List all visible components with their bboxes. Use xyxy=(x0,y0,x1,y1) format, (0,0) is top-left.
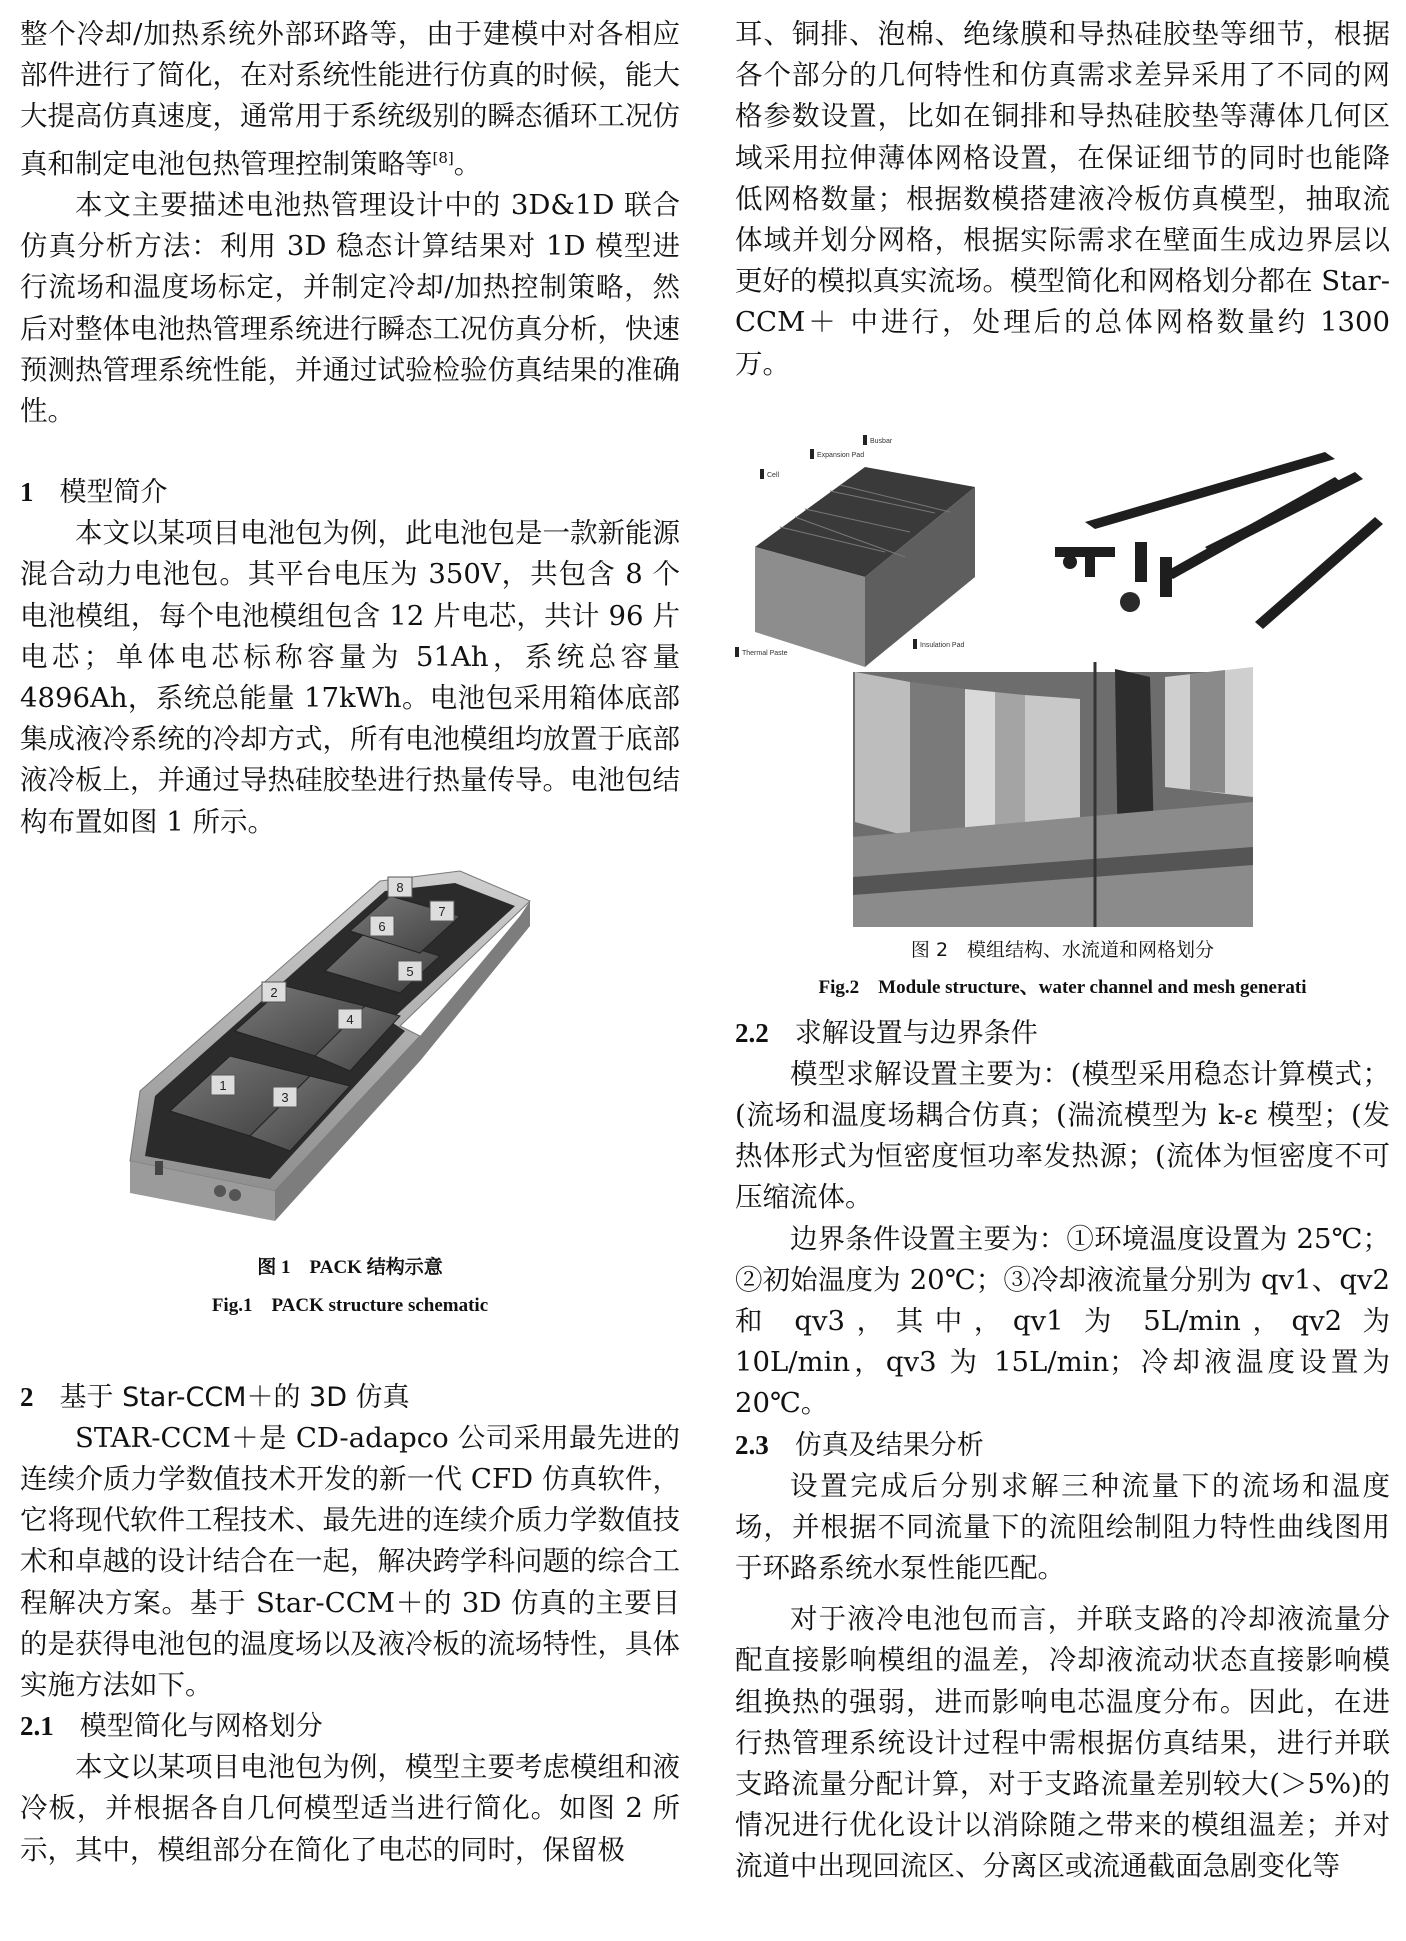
paragraph-4: STAR-CCM＋是 CD-adapco 公司采用最先进的连续介质力学数值技术开发的新一代 CFD 仿真软件，它将现代软件工程技术、最先进的连续介质力学数值技术和卓越的设计结合在一起，解决跨学科问题的综合工程解决方案。基于 Star-CCM＋的 3D 仿真的主要目的是获得电池包的温度场以及液冷板的流场特性，具体实施方法如下。 xyxy=(20,1421,680,1702)
figure-2 xyxy=(735,407,1390,1007)
paragraph-8: 边界条件设置主要为：①环境温度设置为 25℃；②初始温度为 20℃；③冷却液流量分别为 qv1、qv2 和 qv3，其中，qv1 为 5L/min，qv2 为 10L/min，qv3 为 15L/min；冷却液温度设置为 20℃。 xyxy=(735,1222,1390,1420)
section-2-3-heading: 2.3 仿真及结果分析 xyxy=(735,1429,984,1461)
paragraph-9: 设置完成后分别求解三种流量下的流场和温度场，并根据不同流量下的流阻绘制阻力特性曲线图用于环路系统水泵性能匹配。 xyxy=(735,1469,1390,1585)
section-2-heading: 2 基于 Star-CCM＋的 3D 仿真 xyxy=(20,1381,410,1413)
busbar-label: Busbar xyxy=(870,437,893,445)
module-label-1: 1 xyxy=(219,1077,227,1093)
paragraph-6: 耳、铜排、泡棉、绝缘膜和导热硅胶垫等细节，根据各个部分的几何特性和仿真需求差异采用了不同的网格参数设置，比如在铜排和导热硅胶垫等薄体几何区域采用拉伸薄体网格设置，在保证细节的同时也能降低网格数量；根据数模搭建液冷板仿真模型，抽取流体域并划分网格，根据实际需求在壁面生成边界层以更好的模拟真实流场。模型简化和网格划分都在 Star-CCM＋ 中进行，处理后的总体网格数量约 1300 万。 xyxy=(735,18,1390,380)
left-column xyxy=(20,14,680,1871)
module-label-8: 8 xyxy=(396,879,404,895)
paragraph-3: 本文以某项目电池包为例，此电池包是一款新能源混合动力电池包。其平台电压为 350V，共包含 8 个电池模组，每个电池模组包含 12 片电芯，共计 96 片电芯；单体电芯标称容量为 51Ah，系统总容量 4896Ah，系统总能量 17kWh。电池包采用箱体底部集成液冷系统的冷却方式，所有电池模组均放置于底部液冷板上，并通过导热硅胶垫进行热量传导。电池包结构布置如图 1 所示。 xyxy=(20,517,680,838)
citation-8[interactable]: [8] xyxy=(432,148,454,167)
module-label-2: 2 xyxy=(270,984,278,1000)
paragraph-7: 模型求解设置主要为：(模型采用稳态计算模式；(流场和温度场耦合仿真；(湍流模型为 k-ε 模型；(发热体形式为恒密度恒功率发热源；(流体为恒密度不可压缩流体。 xyxy=(735,1057,1390,1214)
mesh-generation-panel xyxy=(853,662,1253,927)
module-structure-panel xyxy=(735,435,975,667)
pack-structure-image xyxy=(20,861,680,1245)
section-2-2-heading: 2.2 求解设置与边界条件 xyxy=(735,1017,1038,1049)
figure-1 xyxy=(20,861,680,1325)
paragraph-1: 整个冷却/加热系统外部环路等，由于建模中对各相应部件进行了简化，在对系统性能进行仿真的时候，能大大提高仿真速度，通常用于系统级别的瞬态循环工况仿真和制定电池包热管理控制策略等[8]。 xyxy=(20,18,680,180)
cell-label: Cell xyxy=(767,471,780,479)
expansion-pad-label: Expansion Pad xyxy=(817,451,865,459)
paragraph-2: 本文主要描述电池热管理设计中的 3D&1D 联合仿真分析方法：利用 3D 稳态计算结果对 1D 模型进行流场和温度场标定，并制定冷却/加热控制策略，然后对整体电池热管理系统进行瞬态工况仿真分析，快速预测热管理系统性能，并通过试验检验仿真结果的准确性。 xyxy=(20,188,680,427)
section-2-1-heading: 2.1 模型简化与网格划分 xyxy=(20,1711,323,1743)
insulation-pad-label: Insulation Pad xyxy=(920,641,965,649)
module-label-5: 5 xyxy=(406,963,414,979)
module-label-6: 6 xyxy=(378,918,386,934)
figure-2-caption-en: Fig.2 Module structure、water channel and mesh generati xyxy=(818,976,1307,998)
section-1-heading: 1 模型简介 xyxy=(20,477,168,509)
paragraph-5: 本文以某项目电池包为例，模型主要考虑模组和液冷板，并根据各自几何模型适当进行简化。如图 2 所示，其中，模组部分在简化了电芯的同时，保留极 xyxy=(20,1751,680,1866)
module-label-4: 4 xyxy=(346,1011,354,1027)
paragraph-10: 对于液冷电池包而言，并联支路的冷却液流量分配直接影响模组的温差，冷却液流动状态直接影响模组换热的强弱，进而影响电芯温度分布。因此，在进行热管理系统设计过程中需根据仿真结果，进行并联支路流量分配计算，对于支路流量差别较大(＞5%)的情况进行优化设计以消除随之带来的模组温差；并对流道中出现回流区、分离区或流通截面急剧变化等 xyxy=(735,1603,1390,1883)
module-label-7: 7 xyxy=(438,903,446,919)
figure-2-caption-cn: 图 2 模组结构、水流道和网格划分 xyxy=(910,938,1215,961)
water-channel-panel xyxy=(1055,452,1383,629)
right-column xyxy=(735,14,1390,1888)
module-mesh-image xyxy=(735,407,1390,927)
figure-1-caption-en: Fig.1 PACK structure schematic xyxy=(211,1294,489,1316)
module-label-3: 3 xyxy=(281,1089,289,1105)
figure-1-caption-cn: 图 1 PACK 结构示意 xyxy=(257,1256,443,1278)
thermal-paste-label: Thermal Paste xyxy=(742,649,788,657)
